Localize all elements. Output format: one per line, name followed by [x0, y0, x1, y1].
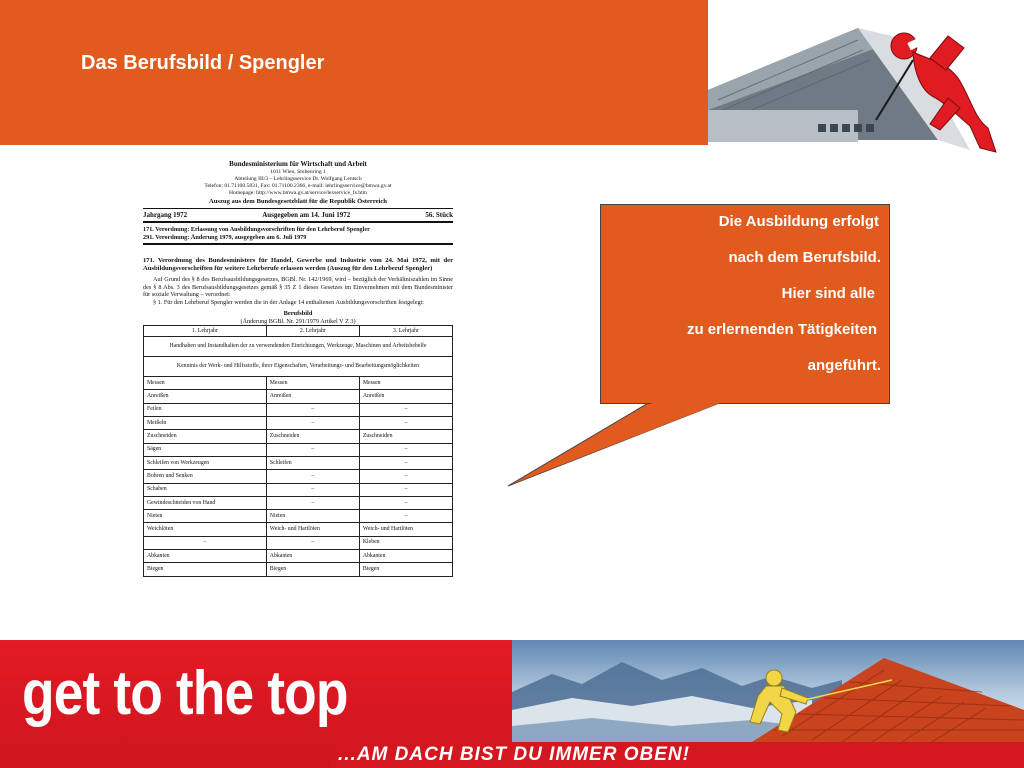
table-header-row [144, 326, 453, 337]
callout-line: nach dem Berufsbild. [728, 249, 881, 266]
table-cell: Meißeln [144, 417, 267, 430]
legal-document-scan [143, 158, 453, 628]
regulation-paragraph: § 1. Für den Lehrberuf Spengler werden die in der Anlage 14 enthaltenen Ausbildungsvorschriften festgelegt: [153, 298, 424, 306]
table-title: Berufsbild [283, 309, 313, 317]
column-header: 1. Lehrjahr [144, 326, 267, 337]
table-cell: Anreißen [266, 390, 359, 403]
table-cell: – [266, 483, 359, 496]
table-subtitle: (Änderung BGBl. Nr. 291/1979 Artikel V Z 3) [240, 317, 356, 325]
table-cell: – [359, 510, 452, 523]
table-cell: Messen [359, 377, 452, 390]
table-row [144, 470, 453, 483]
table-of-contents [143, 223, 453, 243]
table-cell: Zuschneiden [266, 430, 359, 443]
table-cell: Weichlöten [144, 523, 267, 536]
table-span-row [144, 357, 453, 377]
table-cell: Anreißen [359, 390, 452, 403]
table-cell: Sägen [144, 443, 267, 456]
regulation-heading: 171. Verordnung des Bundesministers für Handel, Gewerbe und Industrie vom 24. Mai 1972, mit der Ausbildungsvorschriften für weitere Lehrberufe erlassen werden (Auszug für den Lehrberuf Spengler) [143, 257, 453, 273]
toc-entry: 171. Verordnung: Erlassung von Ausbildungsvorschriften für den Lehrberuf Spengler [143, 226, 370, 233]
toc-entry: 291. Verordnung: Änderung 1979, ausgegeben am 6. Juli 1979 [143, 233, 307, 241]
table-row [144, 510, 453, 523]
table-row [144, 390, 453, 403]
span-cell: Kenntnis der Werk- und Hilfsstoffe, ihrer Eigenschaften, Verarbeitungs- und Bearbeitungsmöglichkeiten [144, 357, 453, 377]
ministry-address: 1011 Wien, Stubenring 1 [270, 169, 326, 175]
table-cell: – [359, 417, 452, 430]
table-row [144, 377, 453, 390]
table-row [144, 417, 453, 430]
callout-line: Die Ausbildung erfolgt [718, 213, 879, 230]
tagline: ...AM DACH BIST DU IMMER OBEN! [338, 744, 690, 765]
table-cell: – [359, 456, 452, 469]
table-cell: – [266, 443, 359, 456]
table-row [144, 523, 453, 536]
table-body [144, 377, 453, 576]
table-cell: – [266, 536, 359, 549]
table-cell: Weich- und Hartlöten [266, 523, 359, 536]
table-cell: – [266, 403, 359, 416]
table-row [144, 456, 453, 469]
table-row [144, 550, 453, 563]
callout-line: angeführt. [807, 357, 881, 374]
ministry-contact: Telefon: 01.71100.5831, Fax: 01.71100.2366, e-mail: lehrlingsservice@bmwa.gv.at [204, 183, 392, 189]
table-cell: – [266, 470, 359, 483]
callout-line: zu erlernenden Tätigkeiten [686, 321, 877, 338]
berufsbild-table [143, 325, 453, 576]
table-cell: Weich- und Hartlöten [359, 523, 452, 536]
column-header: 3. Lehrjahr [359, 326, 452, 337]
table-cell: – [266, 496, 359, 509]
table-cell: Feilen [144, 403, 267, 416]
table-cell: – [266, 417, 359, 430]
regulation-paragraph: Auf Grund des § 8 des Berufsausbildungsgesetzes, BGBl. Nr. 142/1969, wird – bezüglich der Verhältniszahlen im Sinne des § 8 Abs. 3 des Berufsausbildungsgesetzes gemäß § 35 Z 1 dieses Gesetzes im Einvernehmen mit dem Bundesminister für soziale Verwaltung – verordnet: [143, 276, 453, 299]
table-cell: Nieten [266, 510, 359, 523]
excerpt-title: Auszug aus dem Bundesgesetzblatt für die Republik Österreich [209, 198, 387, 205]
table-cell: Biegen [144, 563, 267, 576]
page-title: Das Berufsbild / Spengler [81, 52, 325, 74]
issue-date: Ausgegeben am 14. Juni 1972 [262, 211, 351, 219]
table-cell: Abkanten [144, 550, 267, 563]
table-cell: – [144, 536, 267, 549]
table-cell: – [359, 496, 452, 509]
callout-box [600, 204, 890, 404]
issue-year: Jahrgang 1972 [143, 211, 188, 219]
table-row [144, 536, 453, 549]
table-cell: Messen [144, 377, 267, 390]
ministry-department: Abteilung III/3 – Lehrlingsservice Dr. Wolfgang Lentsch [234, 176, 362, 182]
table-cell: Abkanten [359, 550, 452, 563]
roof-mascot-illustration [708, 0, 1024, 160]
span-cell: Handhaben und Instandhalten der zu verwendenden Einrichtungen, Werkzeuge, Maschinen und Arbeitsbehelfe [144, 337, 453, 357]
callout-line: Hier sind alle [781, 285, 875, 302]
header-bar [0, 0, 708, 145]
table-row [144, 483, 453, 496]
table-cell: Zuschneiden [359, 430, 452, 443]
table-cell: – [359, 470, 452, 483]
table-row [144, 403, 453, 416]
column-header: 2. Lehrjahr [266, 326, 359, 337]
table-row [144, 430, 453, 443]
table-cell: Schleifen von Werkzeugen [144, 456, 267, 469]
table-cell: Biegen [359, 563, 452, 576]
table-cell: – [359, 403, 452, 416]
table-cell: Biegen [266, 563, 359, 576]
slogan: get to the top [22, 659, 348, 728]
table-cell: Schaben [144, 483, 267, 496]
table-cell: – [359, 483, 452, 496]
table-cell: Bohren und Senken [144, 470, 267, 483]
table-cell: Anreißen [144, 390, 267, 403]
table-row [144, 496, 453, 509]
table-cell: Nieten [144, 510, 267, 523]
table-cell: Abkanten [266, 550, 359, 563]
ministry-name: Bundesministerium für Wirtschaft und Arbeit [229, 160, 367, 168]
ministry-homepage: Homepage: http://www.bmwa.gv.at/service/lexservice_fs.htm [229, 190, 367, 196]
table-cell: Gewindeschneiden von Hand [144, 496, 267, 509]
issue-line [143, 209, 453, 221]
table-cell: Schleifen [266, 456, 359, 469]
table-cell: – [359, 443, 452, 456]
table-row [144, 563, 453, 576]
issue-piece: 56. Stück [425, 211, 453, 219]
table-cell: Messen [266, 377, 359, 390]
mountain-roof-illustration [512, 640, 1024, 742]
table-cell: Zuschneiden [144, 430, 267, 443]
table-cell: Kleben [359, 536, 452, 549]
table-row [144, 443, 453, 456]
table-span-row [144, 337, 453, 357]
